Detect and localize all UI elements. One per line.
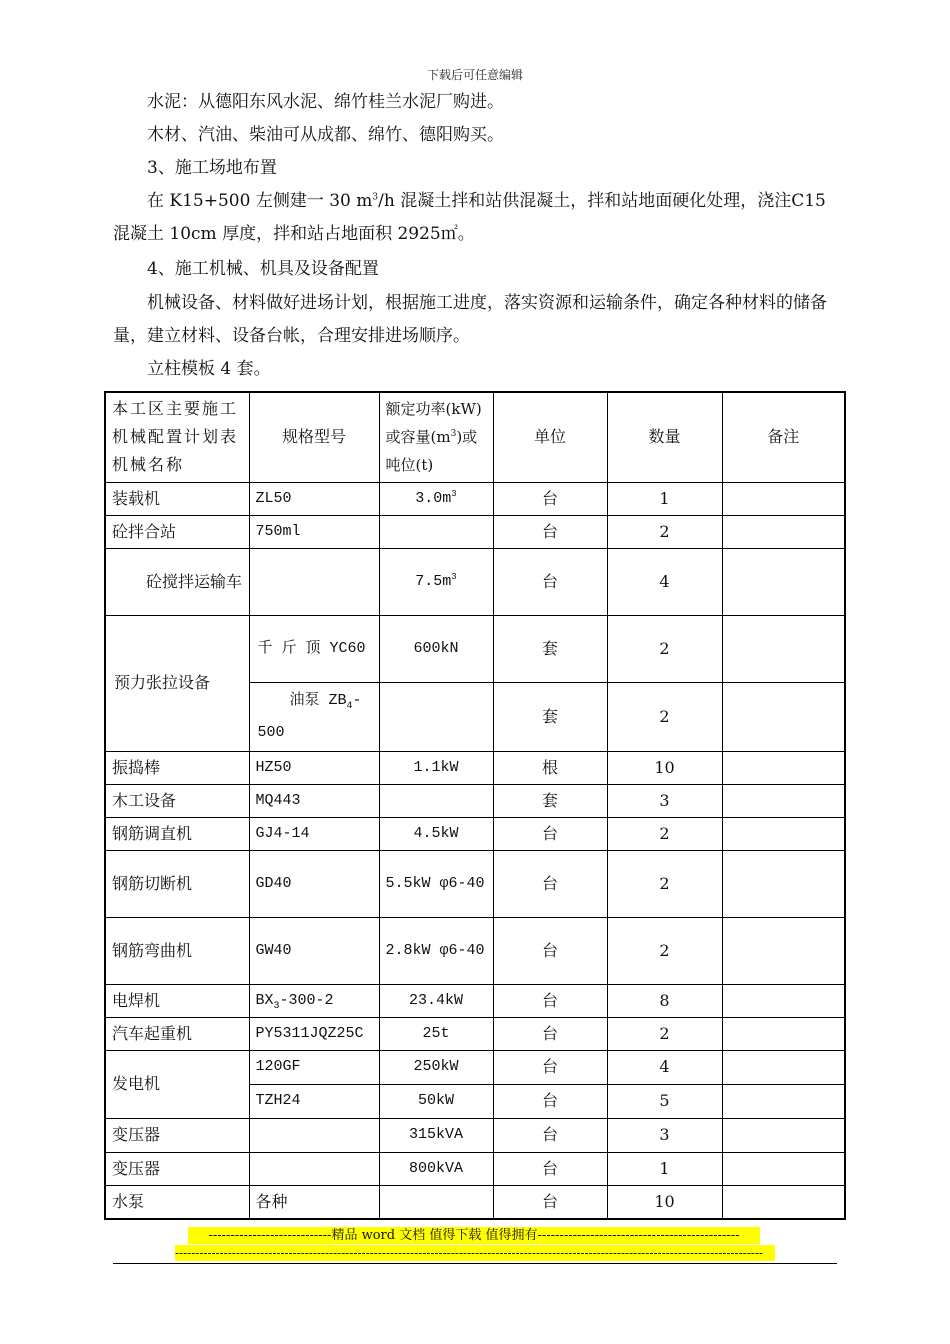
cell-name: 钢筋切断机 bbox=[105, 850, 249, 917]
cell-power: $3.0m^3$ bbox=[379, 482, 493, 515]
cell-unit: 台 bbox=[493, 1017, 607, 1050]
cell-model bbox=[249, 1152, 379, 1185]
header-power: 额定功率(kW)或容量$(m^3)$或吨位(t) bbox=[379, 392, 493, 482]
cell-note bbox=[722, 482, 845, 515]
cell-name: 电焊机 bbox=[105, 984, 249, 1017]
cell-qty: 3 bbox=[607, 784, 722, 817]
cell-note bbox=[722, 784, 845, 817]
cell-power: 5.5kW φ6-40 bbox=[379, 850, 493, 917]
footer-dash-line: ------------------------------------------------------------------------------------------------------------------------------------------------- bbox=[175, 1245, 775, 1261]
table-row bbox=[105, 1118, 845, 1152]
header-note: 备注 bbox=[722, 392, 845, 482]
cell-note bbox=[722, 817, 845, 850]
cell-model bbox=[249, 548, 379, 615]
cell-model: GD40 bbox=[249, 850, 379, 917]
cell-unit: 台 bbox=[493, 1118, 607, 1152]
cell-qty: 8 bbox=[607, 984, 722, 1017]
cell-unit: 套 bbox=[493, 615, 607, 682]
cell-power: 23.4kW bbox=[379, 984, 493, 1017]
cell-model: 油泵 $ZB_4-500$ bbox=[249, 682, 379, 751]
cell-name: 变压器 bbox=[105, 1118, 249, 1152]
header-machine-name: 本工区主要施工机械配置计划表机械名称 bbox=[105, 392, 249, 482]
cell-unit: 台 bbox=[493, 1050, 607, 1084]
cell-model: 各种 bbox=[249, 1185, 379, 1219]
cell-qty: 10 bbox=[607, 751, 722, 784]
cell-model: ZL50 bbox=[249, 482, 379, 515]
cell-name: 装载机 bbox=[105, 482, 249, 515]
cell-qty: 1 bbox=[607, 1152, 722, 1185]
cell-note bbox=[722, 682, 845, 751]
cell-name: 发电机 bbox=[105, 1050, 249, 1118]
cell-note bbox=[722, 850, 845, 917]
cell-power bbox=[379, 515, 493, 548]
table-row bbox=[105, 784, 845, 817]
cell-name: 钢筋弯曲机 bbox=[105, 917, 249, 984]
cell-name: 变压器 bbox=[105, 1152, 249, 1185]
paragraph-mixing-station: 在 K15+500 左侧建一 30 $m^3/h$ 混凝土拌和站供混凝土，拌和站地面硬化处理，浇注C15 混凝土 10cm 厚度，拌和站占地面积 2925㎡。 bbox=[113, 191, 826, 244]
cell-power: 2.8kW φ6-40 bbox=[379, 917, 493, 984]
cell-qty: 2 bbox=[607, 682, 722, 751]
cell-power: 600kN bbox=[379, 615, 493, 682]
cell-power: 4.5kW bbox=[379, 817, 493, 850]
cell-power bbox=[379, 682, 493, 751]
cell-unit: 台 bbox=[493, 984, 607, 1017]
cell-qty: 3 bbox=[607, 1118, 722, 1152]
cell-name: 钢筋调直机 bbox=[105, 817, 249, 850]
cell-qty: 2 bbox=[607, 515, 722, 548]
cell-model: 千 斤 顶 YC60 bbox=[249, 615, 379, 682]
table-row bbox=[105, 548, 845, 615]
cell-note bbox=[722, 615, 845, 682]
cell-name: 木工设备 bbox=[105, 784, 249, 817]
cell-power: 250kW bbox=[379, 1050, 493, 1084]
cell-unit: 台 bbox=[493, 1185, 607, 1219]
header-unit: 单位 bbox=[493, 392, 607, 482]
cell-note bbox=[722, 1017, 845, 1050]
paragraph-cement: 水泥：从德阳东风水泥、绵竹桂兰水泥厂购进。 bbox=[147, 92, 504, 112]
table-row bbox=[105, 515, 845, 548]
paragraph-formwork: 立柱模板 4 套。 bbox=[147, 359, 271, 379]
header-model: 规格型号 bbox=[249, 392, 379, 482]
cell-power bbox=[379, 1185, 493, 1219]
cell-power: 25t bbox=[379, 1017, 493, 1050]
cell-power bbox=[379, 784, 493, 817]
cell-qty: 2 bbox=[607, 1017, 722, 1050]
cell-note bbox=[722, 1050, 845, 1084]
cell-name: 振捣棒 bbox=[105, 751, 249, 784]
cell-unit: 台 bbox=[493, 917, 607, 984]
cell-name: 砼搅拌运输车 bbox=[105, 548, 249, 615]
page-header: 下载后可任意编辑 bbox=[426, 68, 523, 82]
table-row bbox=[105, 917, 845, 984]
footer-rule bbox=[113, 1263, 837, 1264]
section-heading-equipment: 4、施工机械、机具及设备配置 bbox=[147, 259, 379, 279]
paragraph-timber: 木材、汽油、柴油可从成都、绵竹、德阳购买。 bbox=[147, 125, 504, 145]
cell-name: 预力张拉设备 bbox=[105, 615, 249, 751]
header-qty: 数量 bbox=[607, 392, 722, 482]
table-row bbox=[105, 751, 845, 784]
cell-name: 汽车起重机 bbox=[105, 1017, 249, 1050]
cell-unit: 台 bbox=[493, 548, 607, 615]
cell-power: 50kW bbox=[379, 1084, 493, 1118]
cell-model: $BX_3-300-2$ bbox=[249, 984, 379, 1017]
cell-model: HZ50 bbox=[249, 751, 379, 784]
cell-model: PY5311JQZ25C bbox=[249, 1017, 379, 1050]
cell-qty: 2 bbox=[607, 615, 722, 682]
table-row bbox=[105, 615, 845, 682]
cell-note bbox=[722, 1152, 845, 1185]
cell-power: 315kVA bbox=[379, 1118, 493, 1152]
cell-unit: 台 bbox=[493, 1084, 607, 1118]
cell-model bbox=[249, 1118, 379, 1152]
cell-model: TZH24 bbox=[249, 1084, 379, 1118]
table-row bbox=[105, 1185, 845, 1219]
paragraph-equipment-plan: 机械设备、材料做好进场计划，根据施工进度，落实资源和运输条件，确定各种材料的储备量，建立材料、设备台帐，合理安排进场顺序。 bbox=[113, 293, 827, 346]
cell-power: $7.5m^3$ bbox=[379, 548, 493, 615]
cell-power: 800kVA bbox=[379, 1152, 493, 1185]
table-row bbox=[105, 1152, 845, 1185]
cell-qty: 10 bbox=[607, 1185, 722, 1219]
cell-unit: 台 bbox=[493, 482, 607, 515]
equipment-table bbox=[104, 391, 846, 1220]
cell-model: 120GF bbox=[249, 1050, 379, 1084]
table-row bbox=[105, 482, 845, 515]
cell-model: GJ4-14 bbox=[249, 817, 379, 850]
cell-unit: 台 bbox=[493, 850, 607, 917]
table-row bbox=[105, 1017, 845, 1050]
cell-note bbox=[722, 1185, 845, 1219]
cell-unit: 套 bbox=[493, 682, 607, 751]
cell-qty: 1 bbox=[607, 482, 722, 515]
cell-qty: 2 bbox=[607, 850, 722, 917]
cell-model: MQ443 bbox=[249, 784, 379, 817]
cell-note bbox=[722, 1118, 845, 1152]
table-row bbox=[105, 817, 845, 850]
table-row bbox=[105, 850, 845, 917]
cell-unit: 台 bbox=[493, 817, 607, 850]
cell-unit: 套 bbox=[493, 784, 607, 817]
cell-qty: 2 bbox=[607, 817, 722, 850]
cell-note bbox=[722, 548, 845, 615]
cell-name: 砼拌合站 bbox=[105, 515, 249, 548]
cell-note bbox=[722, 984, 845, 1017]
table-row bbox=[105, 984, 845, 1017]
cell-qty: 4 bbox=[607, 548, 722, 615]
cell-power: 1.1kW bbox=[379, 751, 493, 784]
table-header-row bbox=[105, 392, 845, 482]
cell-unit: 台 bbox=[493, 515, 607, 548]
cell-note bbox=[722, 751, 845, 784]
table-row bbox=[105, 1050, 845, 1084]
cell-qty: 4 bbox=[607, 1050, 722, 1084]
footer-banner: ----------------------------精品 word 文档 值得下载 值得拥有---------------------------------------------- bbox=[188, 1227, 760, 1244]
cell-note bbox=[722, 515, 845, 548]
cell-unit: 台 bbox=[493, 1152, 607, 1185]
cell-model: 750ml bbox=[249, 515, 379, 548]
section-heading-site-layout: 3、施工场地布置 bbox=[147, 158, 277, 178]
cell-note bbox=[722, 1084, 845, 1118]
cell-note bbox=[722, 917, 845, 984]
cell-qty: 5 bbox=[607, 1084, 722, 1118]
cell-qty: 2 bbox=[607, 917, 722, 984]
cell-model: GW40 bbox=[249, 917, 379, 984]
cell-unit: 根 bbox=[493, 751, 607, 784]
cell-name: 水泵 bbox=[105, 1185, 249, 1219]
